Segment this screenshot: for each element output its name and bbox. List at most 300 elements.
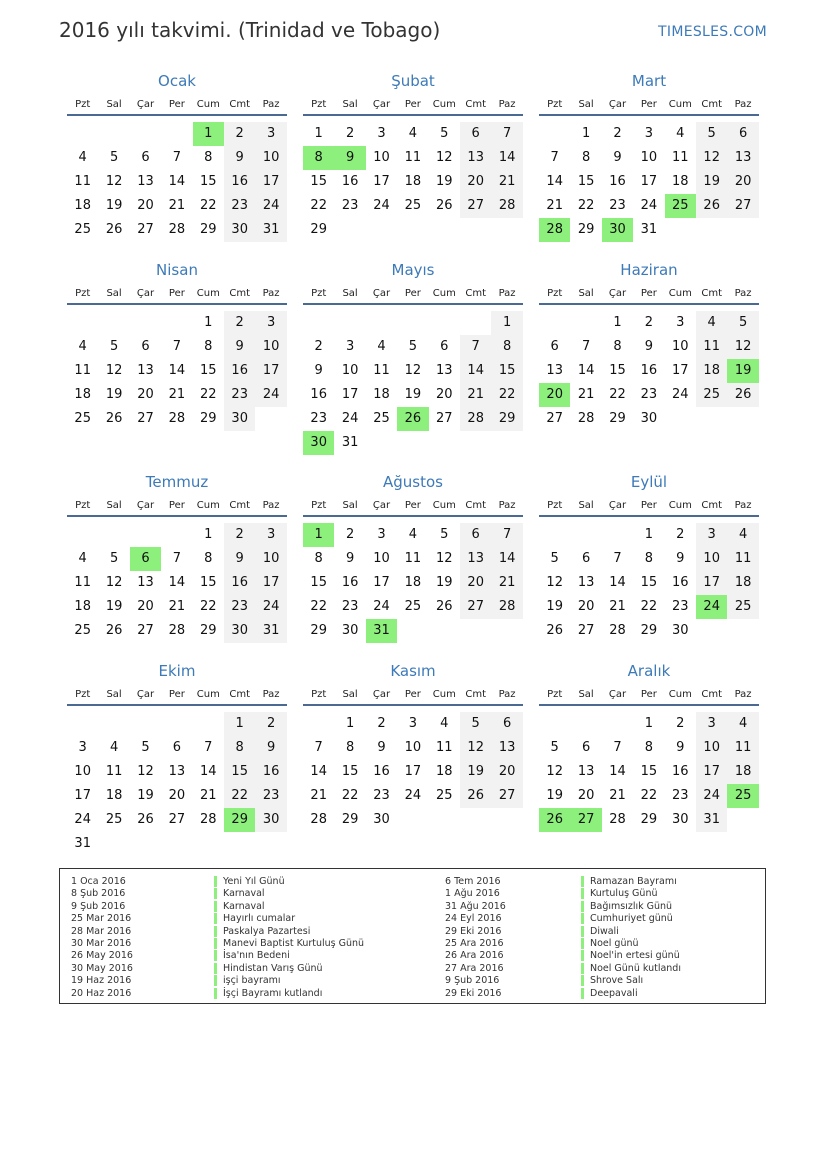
day-cell: 14 — [168, 363, 186, 378]
month-divider — [303, 704, 523, 706]
day-cell: 30 — [341, 623, 359, 638]
day-cell: 17 — [255, 170, 286, 194]
day-cell: 2 — [255, 712, 286, 736]
day-cell: 11 — [727, 547, 758, 571]
holiday-day-cell: 1 — [303, 523, 334, 547]
day-cell: 28 — [577, 411, 595, 426]
day-cell: 19 — [105, 198, 123, 213]
month-divider — [303, 114, 523, 116]
holiday-name: Cumhuriyet günü — [581, 913, 673, 924]
day-cell: 31 — [640, 222, 658, 237]
day-cell: 10 — [640, 150, 658, 165]
day-cell: 17 — [640, 174, 658, 189]
day-cell: 3 — [255, 122, 286, 146]
day-cell: 14 — [491, 146, 522, 170]
weekday-header: Paz — [498, 288, 516, 299]
day-cell: 6 — [581, 551, 591, 566]
day-cell: 8 — [224, 736, 255, 760]
day-cell: 12 — [546, 575, 563, 590]
day-cell: 16 — [672, 764, 689, 779]
day-cell: 9 — [676, 740, 685, 755]
day-cell: 23 — [310, 411, 327, 426]
weekday-header: Sal — [578, 500, 594, 511]
day-cell: 11 — [373, 363, 390, 378]
day-cell: 2 — [676, 527, 685, 542]
day-cell: 8 — [204, 551, 213, 566]
weekday-header: Cmt — [465, 99, 487, 110]
day-cell: 28 — [168, 623, 186, 638]
weekday-header: Cmt — [465, 500, 487, 511]
day-cell: 22 — [200, 387, 217, 402]
day-cell: 20 — [168, 788, 186, 803]
day-cell: 12 — [105, 575, 123, 590]
weekday-header: Cum — [668, 288, 692, 299]
weekday-header: Cmt — [465, 689, 487, 700]
day-cell: 27 — [577, 623, 595, 638]
day-cell: 31 — [341, 435, 359, 450]
day-cell: 8 — [644, 551, 654, 566]
day-cell: 14 — [168, 174, 186, 189]
day-cell: 4 — [78, 551, 87, 566]
day-cell: 27 — [460, 595, 491, 619]
day-cell: 7 — [491, 523, 522, 547]
day-cell: 31 — [696, 808, 727, 832]
holiday-name: Hayırlı cumalar — [214, 913, 295, 924]
day-cell: 27 — [168, 812, 186, 827]
month-name: Şubat — [391, 72, 435, 90]
day-cell: 18 — [74, 599, 91, 614]
day-cell: 25 — [105, 812, 123, 827]
day-cell: 14 — [491, 547, 522, 571]
weekday-header: Cum — [668, 99, 692, 110]
day-cell: 12 — [436, 150, 453, 165]
day-cell: 1 — [345, 716, 355, 731]
day-cell: 17 — [672, 363, 689, 378]
weekday-header: Per — [404, 99, 421, 110]
day-cell: 13 — [137, 363, 154, 378]
day-cell: 17 — [696, 760, 727, 784]
day-cell: 25 — [436, 788, 453, 803]
weekday-header: Cum — [432, 500, 456, 511]
holiday-name: Bağımsızlık Günü — [581, 901, 672, 912]
weekday-header: Pzt — [311, 500, 327, 511]
day-cell: 1 — [613, 315, 622, 330]
weekday-header: Cum — [196, 99, 220, 110]
day-cell: 17 — [341, 387, 359, 402]
day-cell: 18 — [404, 575, 422, 590]
day-cell: 16 — [640, 363, 658, 378]
day-cell: 23 — [224, 383, 255, 407]
holiday-day-cell: 1 — [193, 122, 224, 146]
day-cell: 13 — [168, 764, 186, 779]
weekday-header: Per — [640, 689, 657, 700]
month-name: Mayıs — [391, 261, 435, 279]
day-cell: 3 — [377, 126, 386, 141]
weekday-header: Pzt — [547, 288, 563, 299]
month-name: Aralık — [627, 662, 671, 680]
brand-link[interactable]: TIMESLES.COM — [658, 24, 767, 40]
day-cell: 29 — [341, 812, 359, 827]
day-cell: 19 — [404, 387, 422, 402]
day-cell: 30 — [224, 218, 255, 242]
weekday-header: Pzt — [75, 288, 91, 299]
weekday-header: Çar — [372, 689, 391, 700]
day-cell: 9 — [676, 551, 685, 566]
weekday-header: Çar — [372, 99, 391, 110]
day-cell: 21 — [168, 198, 186, 213]
day-cell: 8 — [581, 150, 591, 165]
day-cell: 30 — [672, 812, 689, 827]
day-cell: 11 — [404, 150, 422, 165]
day-cell: 5 — [550, 740, 559, 755]
weekday-header: Paz — [262, 500, 280, 511]
holiday-name: Paskalya Pazartesi — [214, 926, 310, 937]
day-cell: 26 — [105, 623, 123, 638]
month-divider — [67, 114, 287, 116]
day-cell: 16 — [373, 764, 390, 779]
day-cell: 15 — [310, 575, 327, 590]
weekday-header: Çar — [136, 500, 155, 511]
weekday-header: Pzt — [311, 99, 327, 110]
weekday-header: Çar — [136, 99, 155, 110]
day-cell: 8 — [314, 551, 323, 566]
day-cell: 29 — [310, 623, 327, 638]
day-cell: 31 — [255, 218, 286, 242]
day-cell: 24 — [672, 387, 689, 402]
day-cell: 22 — [200, 198, 217, 213]
day-cell: 4 — [727, 523, 758, 547]
day-cell: 5 — [109, 339, 119, 354]
month-divider — [303, 515, 523, 517]
weekday-header: Çar — [372, 288, 391, 299]
holiday-date: 1 Oca 2016 — [71, 876, 126, 887]
day-cell: 16 — [341, 575, 359, 590]
day-cell: 21 — [491, 571, 522, 595]
holiday-day-cell: 24 — [696, 595, 727, 619]
holiday-day-cell: 19 — [727, 359, 758, 383]
holiday-name: Noel'in ertesi günü — [581, 950, 680, 961]
day-cell: 2 — [377, 716, 386, 731]
day-cell: 14 — [609, 764, 626, 779]
day-cell: 12 — [404, 363, 422, 378]
holiday-day-cell: 25 — [727, 784, 758, 808]
day-cell: 7 — [460, 335, 491, 359]
day-cell: 24 — [255, 595, 286, 619]
day-cell: 16 — [255, 760, 286, 784]
holiday-name: Yeni Yıl Günü — [214, 876, 285, 887]
day-cell: 11 — [696, 335, 727, 359]
day-cell: 4 — [78, 339, 87, 354]
day-cell: 22 — [491, 383, 522, 407]
holiday-date: 26 May 2016 — [71, 950, 133, 962]
day-cell: 15 — [341, 764, 359, 779]
day-cell: 12 — [105, 363, 123, 378]
day-cell: 8 — [644, 740, 654, 755]
day-cell: 16 — [224, 359, 255, 383]
month-name: Ekim — [158, 662, 196, 680]
day-cell: 1 — [581, 126, 591, 141]
holiday-day-cell: 30 — [303, 431, 334, 455]
day-cell: 21 — [491, 170, 522, 194]
day-cell: 13 — [436, 363, 453, 378]
weekday-header: Çar — [136, 689, 155, 700]
holiday-date: 8 Şub 2016 — [71, 888, 126, 900]
day-cell: 24 — [404, 788, 422, 803]
day-cell: 2 — [676, 716, 685, 731]
day-cell: 13 — [460, 547, 491, 571]
holiday-day-cell: 28 — [539, 218, 570, 242]
day-cell: 14 — [546, 174, 563, 189]
day-cell: 2 — [224, 122, 255, 146]
day-cell: 17 — [255, 359, 286, 383]
day-cell: 9 — [224, 547, 255, 571]
weekday-header: Cmt — [229, 689, 251, 700]
day-cell: 5 — [109, 150, 119, 165]
day-cell: 28 — [460, 407, 491, 431]
weekday-header: Paz — [734, 689, 752, 700]
day-cell: 26 — [546, 623, 563, 638]
holiday-name: Kurtuluş Günü — [581, 888, 657, 899]
weekday-header: Pzt — [75, 99, 91, 110]
day-cell: 2 — [345, 126, 355, 141]
day-cell: 20 — [460, 170, 491, 194]
day-cell: 6 — [141, 339, 150, 354]
day-cell: 12 — [546, 764, 563, 779]
day-cell: 23 — [224, 194, 255, 218]
day-cell: 13 — [577, 575, 595, 590]
day-cell: 11 — [404, 551, 422, 566]
day-cell: 27 — [491, 784, 522, 808]
day-cell: 4 — [408, 527, 418, 542]
day-cell: 25 — [696, 383, 727, 407]
day-cell: 7 — [581, 339, 591, 354]
day-cell: 19 — [436, 575, 453, 590]
day-cell: 30 — [224, 407, 255, 431]
weekday-header: Cum — [196, 288, 220, 299]
day-cell: 18 — [727, 760, 758, 784]
day-cell: 26 — [436, 599, 453, 614]
day-cell: 3 — [78, 740, 87, 755]
day-cell: 1 — [644, 716, 654, 731]
day-cell: 10 — [696, 736, 727, 760]
day-cell: 27 — [137, 411, 154, 426]
holiday-date: 19 Haz 2016 — [71, 975, 132, 987]
holiday-day-cell: 27 — [570, 808, 601, 832]
day-cell: 21 — [577, 387, 595, 402]
day-cell: 21 — [168, 387, 186, 402]
day-cell: 7 — [491, 122, 522, 146]
weekday-header: Per — [404, 288, 421, 299]
weekday-header: Per — [404, 689, 421, 700]
weekday-header: Cmt — [701, 288, 723, 299]
day-cell: 10 — [255, 547, 286, 571]
day-cell: 28 — [491, 595, 522, 619]
day-cell: 12 — [696, 146, 727, 170]
day-cell: 4 — [109, 740, 119, 755]
day-cell: 27 — [546, 411, 563, 426]
day-cell: 22 — [224, 784, 255, 808]
month-name: Mart — [631, 72, 667, 90]
weekday-header: Cum — [432, 288, 456, 299]
weekday-header: Pzt — [547, 689, 563, 700]
weekday-header: Pzt — [311, 689, 327, 700]
holiday-list-box — [59, 868, 766, 1004]
day-cell: 29 — [200, 411, 217, 426]
weekday-header: Cum — [668, 500, 692, 511]
weekday-header: Paz — [498, 689, 516, 700]
day-cell: 18 — [74, 198, 91, 213]
day-cell: 16 — [609, 174, 626, 189]
day-cell: 24 — [341, 411, 359, 426]
day-cell: 6 — [550, 339, 559, 354]
day-cell: 25 — [404, 198, 422, 213]
weekday-header: Per — [640, 288, 657, 299]
day-cell: 1 — [224, 712, 255, 736]
day-cell: 2 — [314, 339, 323, 354]
day-cell: 23 — [224, 595, 255, 619]
day-cell: 29 — [491, 407, 522, 431]
day-cell: 16 — [224, 170, 255, 194]
month-name: Temmuz — [145, 473, 209, 491]
weekday-header: Paz — [734, 500, 752, 511]
day-cell: 29 — [609, 411, 626, 426]
weekday-header: Cum — [196, 689, 220, 700]
day-cell: 1 — [644, 527, 654, 542]
weekday-header: Cmt — [701, 689, 723, 700]
weekday-header: Sal — [106, 288, 122, 299]
day-cell: 15 — [577, 174, 595, 189]
day-cell: 29 — [200, 222, 217, 237]
day-cell: 3 — [696, 523, 727, 547]
day-cell: 5 — [696, 122, 727, 146]
weekday-header: Çar — [608, 288, 627, 299]
day-cell: 22 — [341, 788, 359, 803]
day-cell: 15 — [200, 363, 217, 378]
holiday-name: Karnaval — [214, 888, 265, 899]
day-cell: 14 — [200, 764, 217, 779]
weekday-header: Çar — [136, 288, 155, 299]
holiday-day-cell: 31 — [366, 619, 397, 643]
day-cell: 10 — [696, 547, 727, 571]
weekday-header: Paz — [262, 689, 280, 700]
day-cell: 8 — [204, 150, 213, 165]
day-cell: 1 — [314, 126, 323, 141]
day-cell: 7 — [613, 551, 622, 566]
weekday-header: Per — [168, 689, 185, 700]
day-cell: 20 — [491, 760, 522, 784]
day-cell: 21 — [310, 788, 327, 803]
holiday-date: 9 Şub 2016 — [445, 975, 500, 987]
holiday-name: Manevi Baptist Kurtuluş Günü — [214, 938, 364, 949]
month-divider — [539, 114, 759, 116]
day-cell: 2 — [224, 523, 255, 547]
day-cell: 6 — [460, 523, 491, 547]
day-cell: 17 — [696, 571, 727, 595]
day-cell: 21 — [460, 383, 491, 407]
day-cell: 7 — [314, 740, 323, 755]
weekday-header: Paz — [498, 99, 516, 110]
day-cell: 20 — [460, 571, 491, 595]
day-cell: 20 — [577, 599, 595, 614]
day-cell: 11 — [74, 363, 91, 378]
day-cell: 13 — [137, 174, 154, 189]
weekday-header: Cum — [432, 689, 456, 700]
day-cell: 3 — [377, 527, 386, 542]
day-cell: 10 — [404, 740, 422, 755]
day-cell: 17 — [373, 575, 390, 590]
day-cell: 28 — [200, 812, 217, 827]
day-cell: 6 — [581, 740, 591, 755]
weekday-header: Per — [640, 99, 657, 110]
day-cell: 17 — [74, 788, 91, 803]
holiday-date: 30 Mar 2016 — [71, 938, 132, 949]
day-cell: 9 — [224, 146, 255, 170]
holiday-day-cell: 25 — [665, 194, 696, 218]
month-name: Ocak — [158, 72, 196, 90]
day-cell: 14 — [168, 575, 186, 590]
day-cell: 28 — [168, 411, 186, 426]
day-cell: 23 — [609, 198, 626, 213]
day-cell: 19 — [105, 599, 123, 614]
holiday-date: 27 Ara 2016 — [445, 962, 504, 974]
day-cell: 18 — [74, 387, 91, 402]
day-cell: 26 — [460, 784, 491, 808]
day-cell: 20 — [137, 198, 154, 213]
day-cell: 24 — [696, 784, 727, 808]
weekday-header: Pzt — [75, 689, 91, 700]
holiday-name: işçi bayramı — [214, 975, 281, 986]
holiday-day-cell: 26 — [397, 407, 428, 431]
holiday-day-cell: 30 — [602, 218, 633, 242]
holiday-name: Noel Günü kutlandı — [581, 963, 681, 974]
weekday-header: Sal — [106, 689, 122, 700]
holiday-date: 26 Ara 2016 — [445, 950, 504, 962]
day-cell: 13 — [491, 736, 522, 760]
holiday-day-cell: 9 — [334, 146, 365, 170]
day-cell: 14 — [609, 575, 626, 590]
day-cell: 25 — [727, 595, 758, 619]
day-cell: 8 — [345, 740, 355, 755]
holiday-name: Noel günü — [581, 938, 639, 949]
weekday-header: Sal — [578, 288, 594, 299]
day-cell: 3 — [255, 523, 286, 547]
day-cell: 21 — [200, 788, 217, 803]
day-cell: 27 — [137, 623, 154, 638]
day-cell: 22 — [640, 599, 658, 614]
day-cell: 4 — [727, 712, 758, 736]
day-cell: 9 — [644, 339, 654, 354]
day-cell: 4 — [377, 339, 386, 354]
day-cell: 11 — [105, 764, 123, 779]
weekday-header: Cum — [668, 689, 692, 700]
day-cell: 23 — [341, 198, 359, 213]
day-cell: 24 — [74, 812, 91, 827]
day-cell: 21 — [609, 788, 626, 803]
day-cell: 18 — [672, 174, 689, 189]
day-cell: 25 — [74, 623, 91, 638]
day-cell: 8 — [613, 339, 622, 354]
weekday-header: Sal — [106, 99, 122, 110]
day-cell: 2 — [345, 527, 355, 542]
day-cell: 15 — [609, 363, 626, 378]
day-cell: 1 — [491, 311, 522, 335]
page-title: 2016 yılı takvimi. (Trinidad ve Tobago) — [59, 18, 441, 42]
day-cell: 23 — [341, 599, 359, 614]
day-cell: 9 — [345, 551, 355, 566]
holiday-date: 29 Eki 2016 — [445, 925, 502, 937]
holiday-name: Diwali — [581, 926, 619, 937]
month-name: Haziran — [620, 261, 678, 279]
